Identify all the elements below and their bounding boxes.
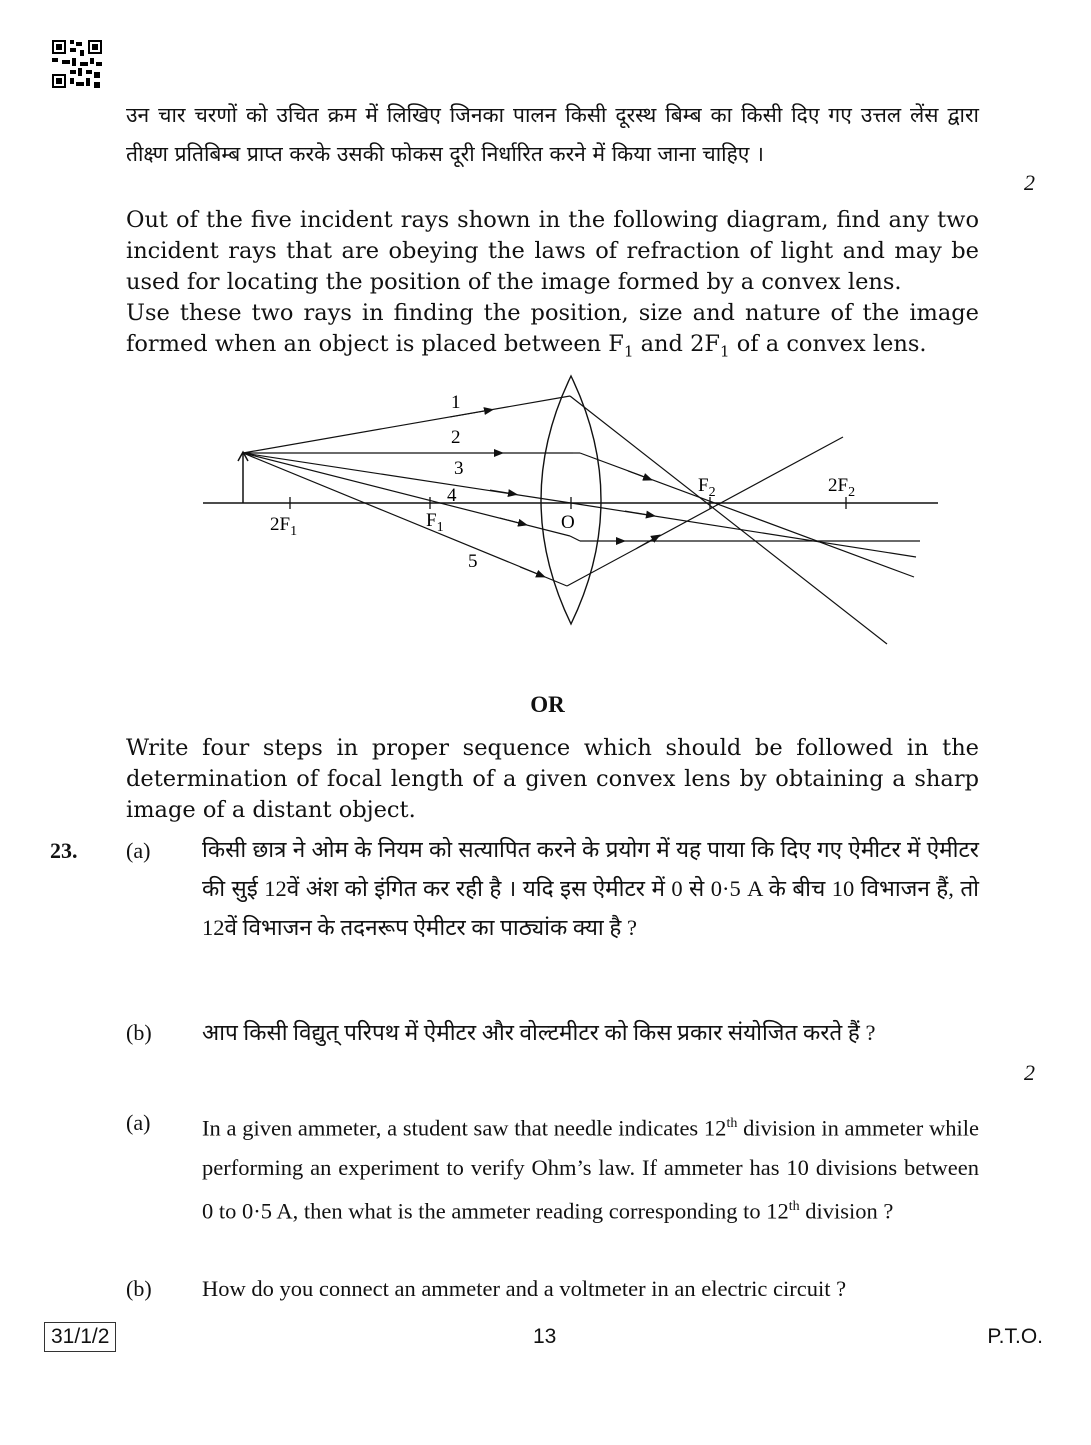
part-label-b: (b) (126, 1276, 152, 1301)
pto-label: P.T.O. (987, 1325, 1043, 1348)
marks-label: 2 (1024, 170, 1035, 195)
ray-3-incident (243, 453, 571, 503)
part-label-a: (a) (126, 1110, 151, 1135)
part-label-a-hindi: (a) (126, 838, 151, 863)
label-F2: $F_2$ (698, 475, 716, 500)
part-label-b-hindi: (b) (126, 1020, 152, 1045)
english-part-a-text: In a given ammeter, a student saw that needle indicates 12th division in ammeter while performing an experiment to verify Ohm’s law. If ammeter has 10 divisions between 0 to 0·5 A, then what is the ammeter reading corresponding to 12th division ? (202, 1115, 979, 1223)
ray-label-1: 1 (451, 392, 461, 413)
page-number: 13 (533, 1325, 557, 1348)
ray-1-incident (243, 396, 570, 453)
marks-label-q23: 2 (1024, 1060, 1035, 1085)
english-part-b-text: How do you connect an ammeter and a voltmeter in an electric circuit ? (202, 1276, 847, 1301)
ray-1-refracted (570, 396, 887, 644)
question-text: Out of the five incident rays shown in the following diagram, find any two incident rays that are obeying the laws of refraction of light and may be used for locating the position of the image formed by a convex lens. (126, 207, 979, 295)
label-F1: $F_1$ (426, 510, 444, 535)
label-2F2: $2F_2$ (828, 475, 856, 500)
ray-5-refracted (567, 437, 843, 586)
paper-code: 31/1/2 (44, 1322, 116, 1352)
or-question-text: Write four steps in proper sequence which should be followed in the determination of focal length of a given convex lens by obtaining a sharp image of a distant object. (126, 735, 979, 823)
question-number: 23. (50, 838, 78, 863)
label-O: O (561, 512, 575, 533)
ray-label-4: 4 (447, 485, 457, 506)
question-text-2: Use these two rays in finding the position, size and nature of the image formed when an object is placed between $F_1$ and $2F_1$ of a convex lens. (126, 300, 979, 361)
ray-5-incident (243, 453, 567, 586)
ray-3-refracted (571, 503, 916, 557)
or-separator: OR (530, 692, 565, 717)
hindi-part-b-text: आप किसी विद्युत् परिपथ में ऐमीटर और वोल्टमीटर को किस प्रकार संयोजित करते हैं ? (202, 1020, 876, 1045)
label-2F1: $2F_1$ (270, 514, 298, 539)
hindi-question-text: उन चार चरणों को उचित क्रम में लिखिए जिनका पालन किसी दूरस्थ बिम्ब का किसी दिए गए उत्तल लेंस द्वारा तीक्ष्ण प्रतिबिम्ब प्राप्त करके उसकी फोकस दूरी निर्धारित करने में किया जाना चाहिए । (126, 103, 979, 166)
ray-diagram (0, 360, 1091, 660)
ray-4-refracted (570, 536, 580, 541)
ray-label-5: 5 (468, 551, 478, 572)
hindi-part-a-text: किसी छात्र ने ओम के नियम को सत्यापित करने के प्रयोग में यह पाया कि दिए गए ऐमीटर में ऐमीटर की सुई 12वें अंश को इंगित कर रही है । यदि इस ऐमीटर में 0 से 0·5 A के बीच 10 विभाजन हैं, तो 12वें विभाजन के तदनरूप ऐमीटर का पाठ्यांक क्या है ? (202, 837, 979, 940)
qr-code-icon (52, 40, 102, 88)
ray-label-2: 2 (451, 427, 461, 448)
ray-label-3: 3 (454, 458, 464, 479)
